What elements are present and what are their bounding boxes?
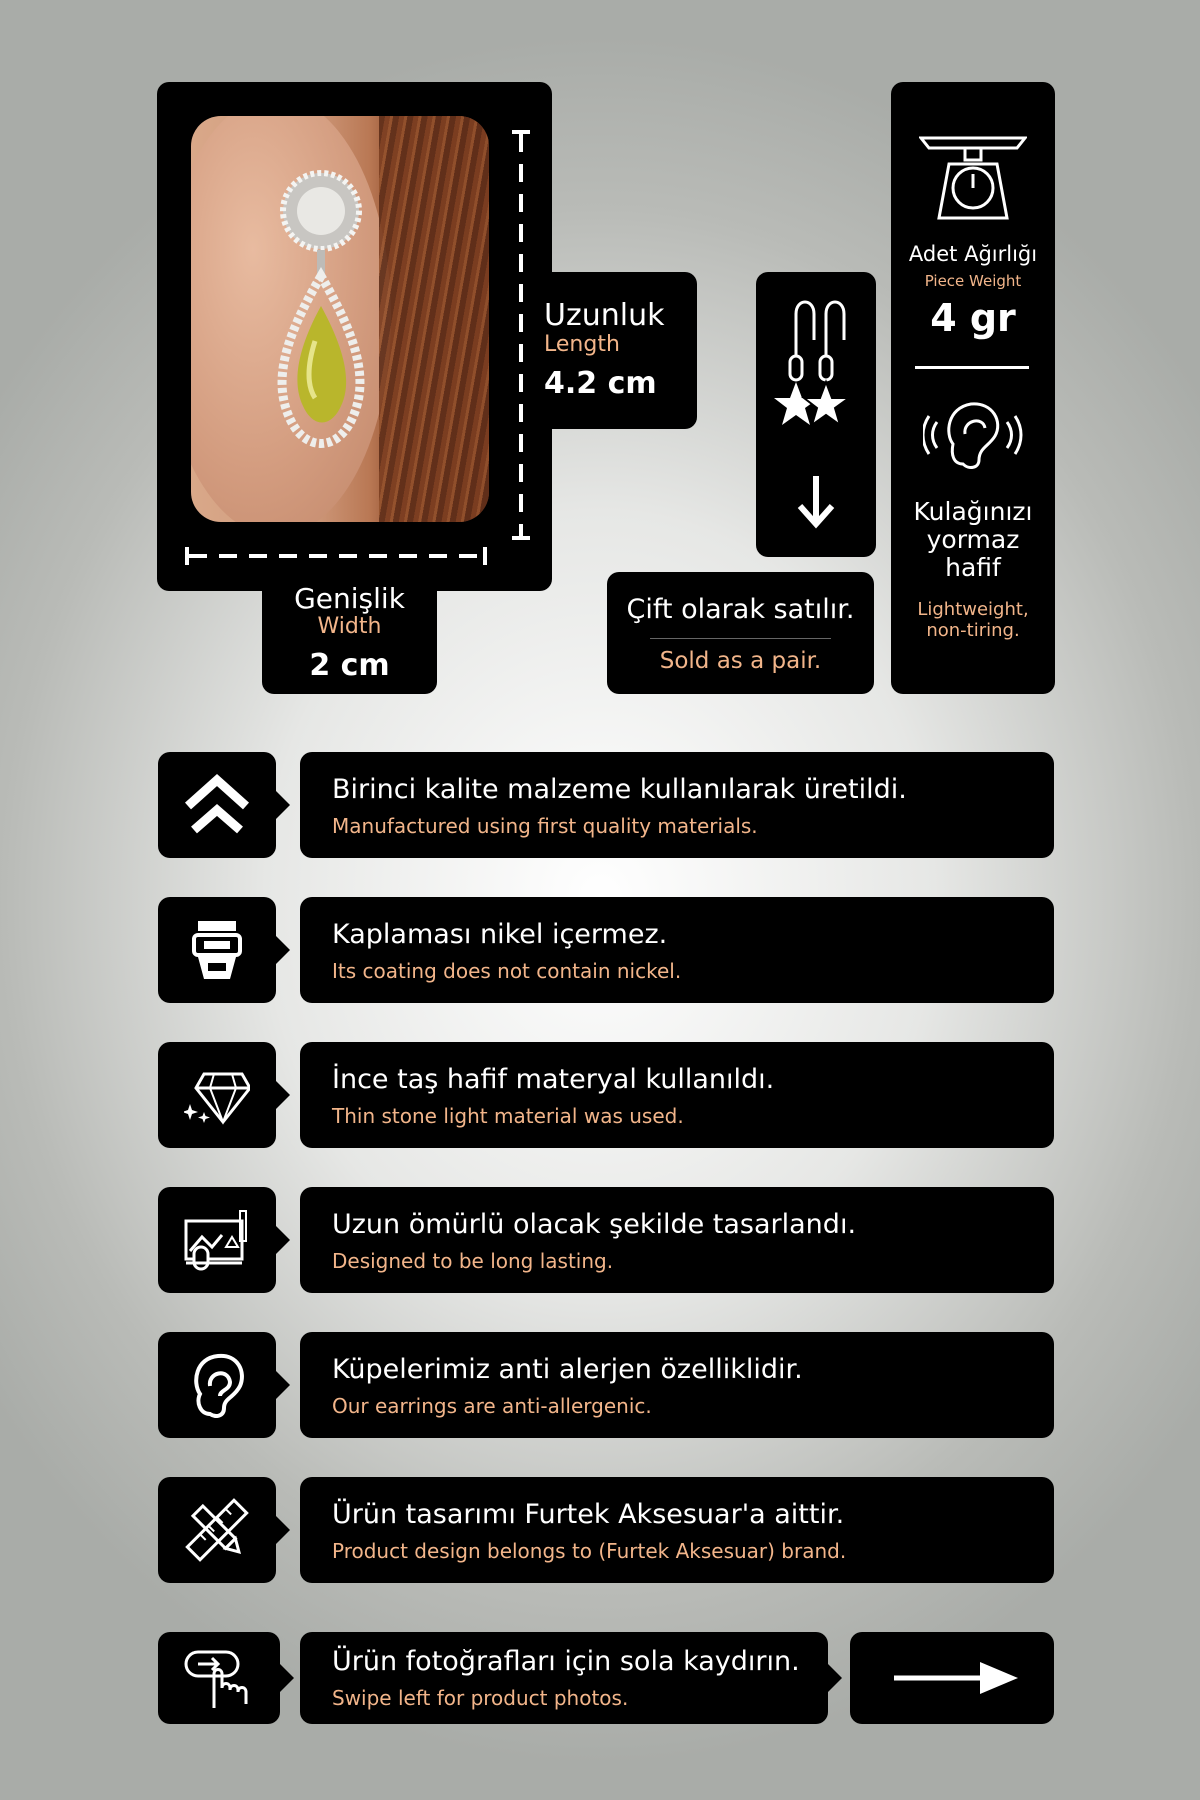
weight-label-tr: Adet Ağırlığı — [908, 242, 1038, 266]
design-board-icon — [184, 1207, 250, 1273]
swipe-arrow-button[interactable] — [850, 1632, 1054, 1724]
feature-text-tr: Birinci kalite malzeme kullanılarak üretildi. — [332, 774, 907, 805]
feature-row-allergy — [158, 1332, 1054, 1438]
swipe-hand-icon — [184, 1648, 254, 1710]
feature-text-en: Thin stone light material was used. — [332, 1104, 684, 1128]
swipe-text-box — [300, 1632, 828, 1724]
quality-arrow-icon — [184, 772, 250, 838]
swipe-icon-box — [158, 1632, 280, 1724]
diamond-icon — [184, 1062, 250, 1128]
feature-text-tr: Kaplaması nikel içermez. — [332, 919, 668, 950]
width-info — [262, 580, 437, 694]
feature-text-en: Designed to be long lasting. — [332, 1249, 614, 1273]
width-label-tr: Genişlik — [294, 582, 405, 615]
width-rule-right — [483, 547, 487, 565]
weight-label-en: Piece Weight — [924, 272, 1022, 290]
pair-divider — [650, 638, 831, 639]
feature-text-box — [300, 1187, 1054, 1293]
light-label-en — [891, 599, 1055, 641]
arrow-right-icon — [894, 1660, 1020, 1696]
weight-info — [891, 82, 1055, 694]
feature-icon-box — [158, 897, 276, 1003]
light-label-en-line1: Lightweight, — [917, 599, 1029, 620]
feature-text-en: Product design belongs to (Furtek Aksesuar) brand. — [332, 1539, 847, 1563]
pencil-ruler-icon — [184, 1497, 250, 1563]
feature-text-box — [300, 1042, 1054, 1148]
ear-icon — [184, 1352, 250, 1418]
swipe-text-en: Swipe left for product photos. — [332, 1686, 629, 1710]
feature-row-quality — [158, 752, 1054, 858]
feature-text-en: Our earrings are anti-allergenic. — [332, 1394, 652, 1418]
feature-text-box — [300, 1332, 1054, 1438]
light-label-tr-line2: yormaz — [926, 525, 1020, 554]
earring-photo — [191, 116, 489, 522]
product-photo-panel — [157, 82, 552, 591]
feature-icon-box — [158, 1187, 276, 1293]
feature-row-stone — [158, 1042, 1054, 1148]
feature-text-en: Its coating does not contain nickel. — [332, 959, 682, 983]
feature-text-tr: Ürün tasarımı Furtek Aksesuar'a aittir. — [332, 1499, 845, 1530]
ear-sound-icon — [923, 394, 1023, 474]
nickel-free-coating-icon — [184, 917, 250, 983]
pair-label-tr: Çift olarak satılır. — [626, 594, 855, 625]
swipe-text-pointer — [828, 1664, 842, 1692]
feature-icon-box — [158, 1477, 276, 1583]
star-earrings-icon — [774, 294, 862, 454]
feature-text-tr: İnce taş hafif materyal kullanıldı. — [332, 1064, 775, 1095]
swipe-row — [158, 1632, 1054, 1724]
light-label-tr-line1: Kulağınızı — [913, 497, 1033, 526]
length-label-tr: Uzunluk — [544, 298, 665, 333]
width-label-en: Width — [317, 614, 382, 639]
feature-row-design — [158, 1477, 1054, 1583]
width-rule — [189, 554, 483, 558]
weight-value: 4 gr — [930, 296, 1016, 340]
feature-text-tr: Uzun ömürlü olacak şekilde tasarlandı. — [332, 1209, 857, 1240]
length-rule — [519, 134, 523, 536]
earring-image — [271, 166, 411, 496]
pair-info — [607, 572, 874, 694]
feature-text-box — [300, 1477, 1054, 1583]
length-value: 4.2 cm — [544, 366, 657, 401]
pair-label-en: Sold as a pair. — [659, 648, 822, 674]
arrow-down-icon — [796, 472, 836, 532]
length-info — [537, 272, 697, 429]
light-label-en-line2: non-tiring. — [926, 620, 1020, 641]
feature-icon-box — [158, 1332, 276, 1438]
feature-icon-box — [158, 1042, 276, 1148]
length-rule-bottom — [512, 536, 530, 540]
pair-icon-panel — [756, 272, 876, 557]
swipe-icon-pointer — [280, 1664, 294, 1692]
feature-text-box — [300, 897, 1054, 1003]
scale-icon — [919, 134, 1027, 222]
length-label-en: Length — [544, 332, 620, 357]
feature-text-tr: Küpelerimiz anti alerjen özelliklidir. — [332, 1354, 803, 1385]
feature-row-durable — [158, 1187, 1054, 1293]
light-label-tr-line3: hafif — [945, 553, 1001, 582]
feature-text-box — [300, 752, 1054, 858]
feature-icon-box — [158, 752, 276, 858]
width-value: 2 cm — [309, 648, 390, 683]
swipe-text-tr: Ürün fotoğrafları için sola kaydırın. — [332, 1646, 800, 1677]
feature-row-nickel — [158, 897, 1054, 1003]
light-label-tr — [891, 498, 1055, 582]
weight-divider — [915, 366, 1029, 369]
feature-text-en: Manufactured using first quality materials. — [332, 814, 758, 838]
